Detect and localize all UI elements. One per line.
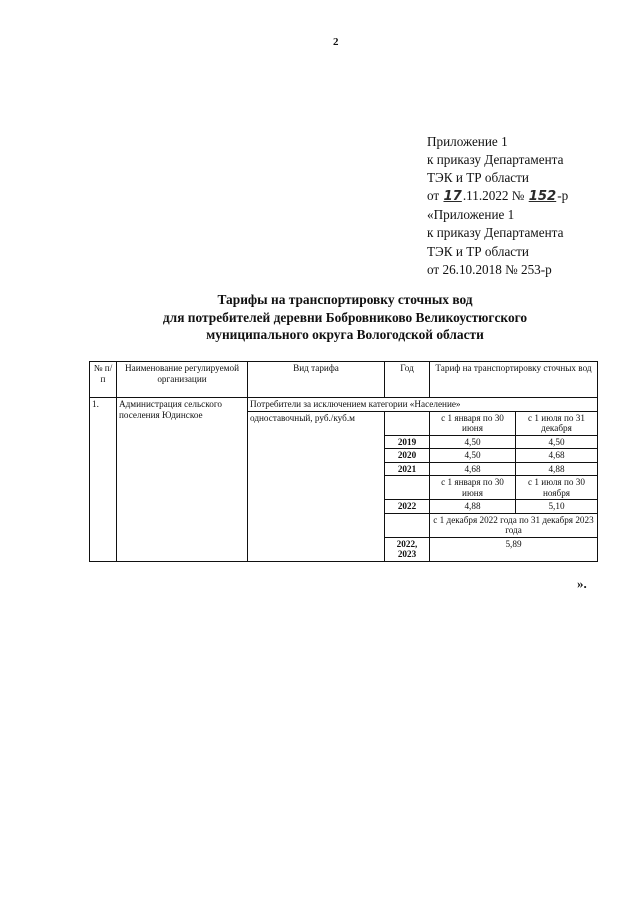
- appendix-line: «Приложение 1: [427, 207, 515, 223]
- header-tariff: Тариф на транспортировку сточных вод: [430, 362, 598, 398]
- title-line: Тарифы на транспортировку сточных вод: [217, 292, 473, 307]
- year-blank: [385, 411, 430, 435]
- appendix-header: [427, 133, 568, 279]
- year-cell: 2022, 2023: [385, 537, 430, 561]
- appendix-line: ТЭК и ТР области: [427, 170, 529, 186]
- consumers-row: [90, 398, 598, 412]
- number-suffix: -р: [557, 188, 569, 204]
- document-title: [100, 291, 590, 344]
- tariff-table: [89, 361, 598, 562]
- header-org: Наименование регулируемой организации: [117, 362, 248, 398]
- header-num: № п/п: [90, 362, 117, 398]
- period-a-first: с 1 января по 30 июня: [430, 411, 516, 435]
- tariff-value: 4,50: [430, 435, 516, 449]
- appendix-line: Приложение 1: [427, 134, 508, 149]
- period-b-second: с 1 июля по 30 ноября: [516, 476, 598, 500]
- tariff-value: 4,68: [430, 462, 516, 476]
- organization-name: Администрация сельского поселения Юдинское: [117, 398, 248, 562]
- period-c: с 1 декабря 2022 года по 31 декабря 2023 года: [430, 513, 598, 537]
- appendix-line: к приказу Департамента: [427, 152, 564, 168]
- title-line: муниципального округа Вологодской области: [206, 327, 484, 342]
- closing-quote: ».: [577, 576, 587, 591]
- handwritten-day: 17: [443, 189, 462, 205]
- year-blank: [385, 476, 430, 500]
- appendix-line: к приказу Департамента: [427, 225, 564, 241]
- period-a-second: с 1 июля по 31 декабря: [516, 411, 598, 435]
- year-cell: 2019: [385, 435, 430, 449]
- header-year: Год: [385, 362, 430, 398]
- page-number: 2: [333, 36, 339, 48]
- tariff-value: 4,88: [516, 462, 598, 476]
- tariff-value: 5,10: [516, 500, 598, 514]
- tariff-value: 5,89: [430, 537, 598, 561]
- year-cell: 2022: [385, 500, 430, 514]
- consumer-category: Потребители за исключением категории «Население»: [248, 398, 598, 412]
- tariff-value: 4,68: [516, 449, 598, 463]
- tariff-value: 4,50: [430, 449, 516, 463]
- year-cell: 2021: [385, 462, 430, 476]
- tariff-value: 4,88: [430, 500, 516, 514]
- handwritten-number: 152: [528, 189, 557, 205]
- year-cell: 2020: [385, 449, 430, 463]
- appendix-line: от 26.10.2018 № 253-р: [427, 261, 552, 277]
- period-b-first: с 1 января по 30 июня: [430, 476, 516, 500]
- date-prefix: от: [427, 188, 440, 204]
- tariff-type: одноставочный, руб./куб.м: [248, 411, 385, 561]
- title-line: для потребителей деревни Бобровниково Великоустюгского: [162, 309, 528, 325]
- date-mid: .11.2022 №: [462, 188, 525, 204]
- appendix-line: ТЭК и ТР области: [427, 243, 529, 259]
- tariff-value: 4,50: [516, 435, 598, 449]
- header-type: Вид тарифа: [248, 362, 385, 398]
- header-row: [90, 362, 598, 398]
- year-blank: [385, 513, 430, 537]
- appendix-order-date-line: [427, 187, 568, 206]
- row-number: 1.: [90, 398, 117, 562]
